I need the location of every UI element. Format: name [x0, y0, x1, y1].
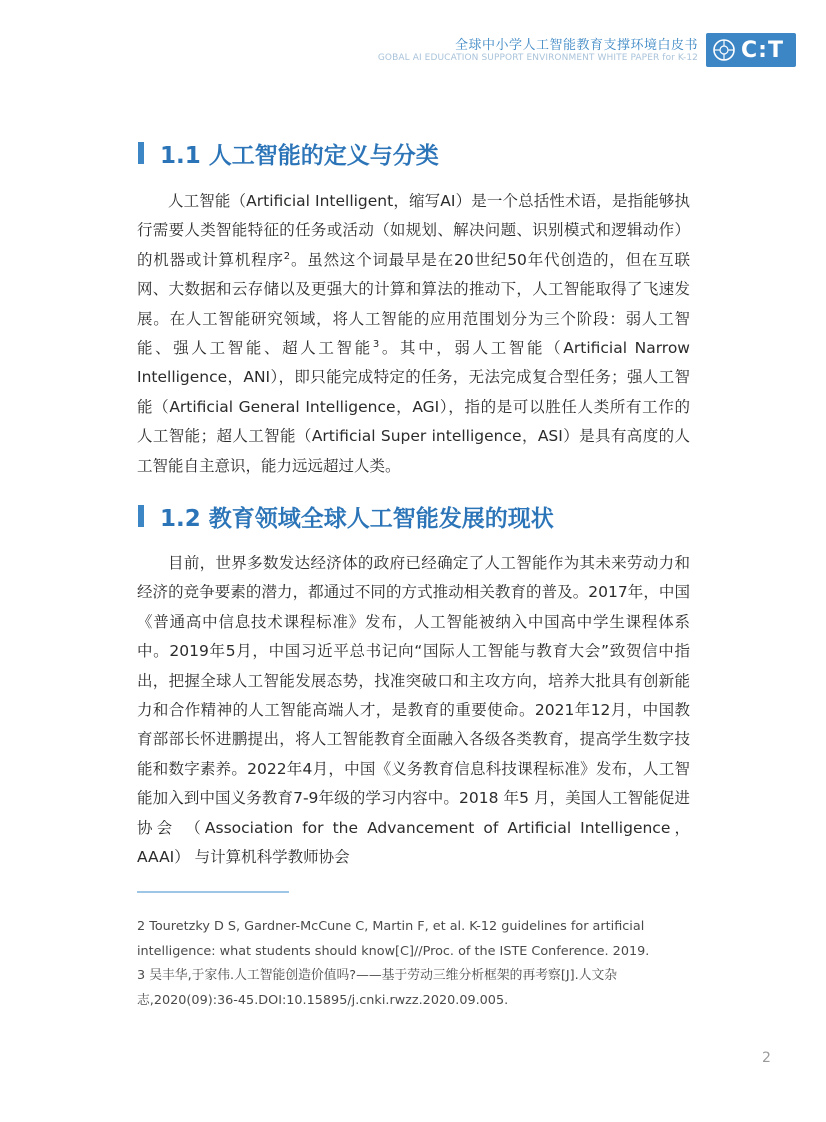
logo-text: C:T	[741, 37, 784, 63]
section-title: 1.2 教育领域全球人工智能发展的现状	[160, 505, 554, 532]
header-subtitle: GOBAL AI EDUCATION SUPPORT ENVIRONMENT WHITE PAPER for K-12	[377, 53, 698, 63]
footnotes	[137, 915, 687, 1013]
heading-accent-bar	[138, 505, 144, 527]
section-heading-1-2	[138, 499, 698, 533]
section-1-1-paragraph	[137, 187, 690, 481]
footnote-divider	[137, 891, 289, 893]
paragraph-text: 人工智能（Artificial Intelligent，缩写AI）是一个总括性术语，是指能够执行需要人类智能特征的任务或活动（如规划、解决问题、识别模式和逻辑动作）的机器或计算机程序	[137, 192, 690, 269]
paragraph-text: 。虽然这个词最早是在20世纪50年代创造的，但在互联网、大数据和云存储以及更强大的计算和算法的推动下，人工智能取得了飞速发展。在人工智能研究领域，将人工智能的应用范围划分为三个阶段：弱人工智能、强人工智能、超人工智能	[137, 250, 690, 358]
paragraph-text: 。其中，弱人工智能（Artificial Narrow Intelligence，ANI），即只能完成特定的任务，无法完成复合型任务；强人工智能（Artificial General Intelligence，AGI），指的是可以胜任人类所有工作的人工智能；超人工智能（Artificial Super intelligence，ASI）是具有高度的人工智能自主意识，能力远远超过人类。	[137, 339, 690, 475]
footnote-3: 3 吴丰华,于家伟.人工智能创造价值吗?——基于劳动三维分析框架的再考察[J].人文杂志,2020(09):36-45.DOI:10.15895/j.cnki.rwzz.2020.09.005.	[137, 968, 618, 1008]
brain-icon	[712, 38, 736, 62]
footnote-ref-3: 3	[372, 338, 380, 350]
section-heading-1-1	[138, 136, 698, 170]
section-1-2-paragraph: 目前，世界多数发达经济体的政府已经确定了人工智能作为其未来劳动力和经济的竞争要素的潜力，都通过不同的方式推动相关教育的普及。2017年，中国《普通高中信息技术课程标准》发布，人工智能被纳入中国高中学生课程体系中。2019年5月，中国习近平总书记向“国际人工智能与教育大会”致贺信中指出，把握全球人工智能发展态势，找准突破口和主攻方向，培养大批具有创新能力和合作精神的人工智能高端人才，是教育的重要使命。2021年12月，中国教育部部长怀进鹏提出，将人工智能教育全面融入各级各类教育，提高学生数字技能和数字素养。2022年4月，中国《义务教育信息科技课程标准》发布，人工智能加入到中国义务教育7-9年级的学习内容中。2018 年5 月，美国人工智能促进协会 （Association for the Advancement of Artificial Intelligence， AAAI） 与计算机科学教师协会	[137, 554, 690, 867]
page-number: 2	[762, 1050, 771, 1066]
section-title: 1.1 人工智能的定义与分类	[160, 142, 439, 169]
heading-accent-bar	[138, 142, 144, 164]
logo	[706, 33, 796, 67]
header-title: 全球中小学人工智能教育支撑环境白皮书	[454, 38, 698, 53]
footnote-2: 2 Touretzky D S, Gardner-McCune C, Martin F, et al. K-12 guidelines for artificial intelligence: what students should know[C]//Proc. of the ISTE Conference. 2019.	[137, 919, 650, 959]
footnote-ref-2: 2	[283, 250, 291, 262]
